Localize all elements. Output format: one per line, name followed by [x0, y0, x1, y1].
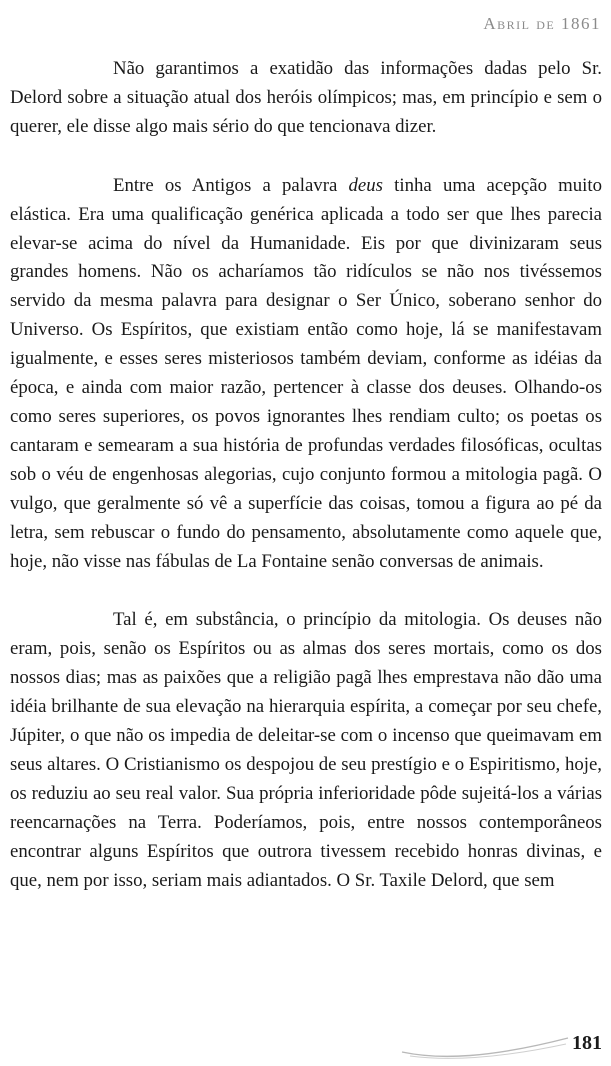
- paragraph-2-rest: tinha uma acepção muito elástica. Era uma qualificação genérica aplicada a todo ser que lhes parecia elevar-se acima do nível da Humanidade. Eis por que divinizaram seus grandes homens. Não os acharíamos tão ridículos se não nos tivéssemos servido da mesma palavra para designar o Ser Único, soberano senhor do Universo. Os Espíritos, que existiam então como hoje, lá se manifestavam igualmente, e esses seres misteriosos também deviam, conforme as idéias da época, e ainda com maior razão, pertencer à classe dos deuses. Olhando-os como seres superiores, os povos ignorantes lhes rendiam culto; os poetas os cantaram e semearam a sua história de profundas verdades filosóficas, ocultas sob o véu de engenhosas alegorias, cujo conjunto formou a mitologia pagã. O vulgo, que geralmente só vê a superfície das coisas, tomou a figura ao pé da letra, sem rebuscar o fundo do pensamento, absolutamente como aquele que, hoje, não visse nas fábulas de La Fontaine senão conversas de animais.: [10, 174, 603, 572]
- paragraph-1: Não garantimos a exatidão das informações dadas pelo Sr. Delord sobre a situação atual dos heróis olímpicos; mas, em princípio e sem o querer, ele disse algo mais sério do que tencionava dizer.: [10, 58, 602, 137]
- page-body: [10, 55, 602, 925]
- page-number: 181: [572, 1032, 602, 1054]
- emphasis-deus: deus: [348, 174, 383, 196]
- paragraph-2: [10, 172, 602, 577]
- running-header: Abril de 1861: [483, 14, 601, 33]
- swoosh-ornament-icon: [400, 1030, 570, 1060]
- paragraph-2-lead: Entre os Antigos a palavra: [113, 174, 349, 196]
- paragraph-3: Tal é, em substância, o princípio da mitologia. Os deuses não eram, pois, senão os Espíritos ou as almas dos seres mortais, como os dos nossos dias; mas as paixões que a religião pagã lhes emprestava não dão uma idéia brilhante de sua elevação na hierarquia espírita, a começar por seu chefe, Júpiter, o que não os impedia de deleitar-se com o incenso que queimavam em seus altares. O Cristianismo os despojou de seu prestígio e o Espiritismo, hoje, os reduziu ao seu real valor. Sua própria inferioridade pôde sujeitá-los a várias reencarnações na Terra. Poderíamos, pois, entre nossos contemporâneos encontrar alguns Espíritos que outrora tivessem recebido honras divinas, e que, nem por isso, seriam mais adiantados. O Sr. Taxile Delord, que sem: [10, 609, 602, 891]
